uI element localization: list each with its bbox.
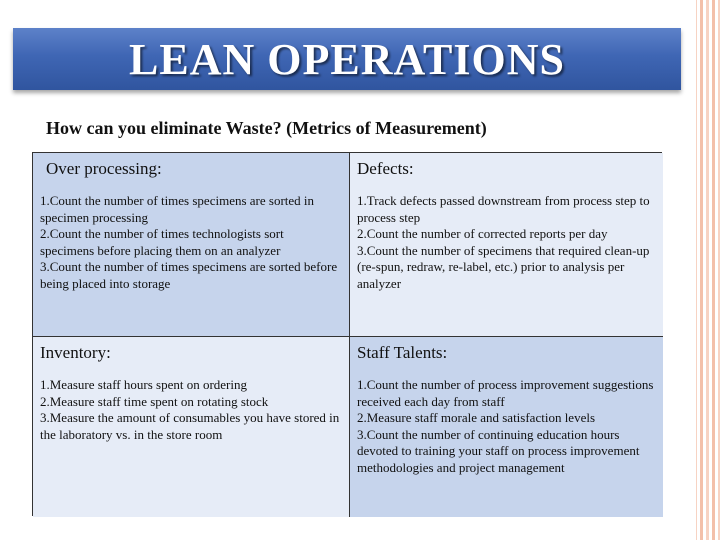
decorative-side-stripes (682, 0, 720, 540)
cell-heading: Staff Talents: (357, 343, 448, 362)
cell-heading: Defects: (357, 159, 414, 178)
metric-list (40, 193, 341, 292)
cell-heading: Inventory: (40, 343, 111, 362)
list-item: 1.Measure staff hours spent on ordering (40, 377, 247, 392)
list-item: 3.Measure the amount of consumables you have stored in the laboratory vs. in the store room (40, 410, 340, 442)
title-banner (13, 28, 681, 90)
list-item: 1.Count the number of process improvement suggestions received each day from staff (357, 377, 654, 409)
list-item: 3.Count the number of times specimens are sorted before being placed into storage (40, 259, 338, 291)
page-title: LEAN OPERATIONS (129, 34, 565, 84)
list-item: 1.Track defects passed downstream from process step to process step (357, 193, 650, 225)
table-cell-over-processing (33, 153, 350, 337)
list-item: 3.Count the number of continuing education hours devoted to training your staff on process improvement methodologies and project management (357, 426, 640, 475)
list-item: 2.Count the number of corrected reports per day (357, 226, 608, 241)
metric-list (357, 193, 655, 292)
metric-list (357, 377, 655, 476)
list-item: 2.Measure staff time spent on rotating stock (40, 393, 269, 409)
page-subtitle: How can you eliminate Waste? (Metrics of Measurement) (46, 118, 487, 138)
metrics-table (32, 152, 662, 516)
cell-heading: Over processing: (46, 159, 162, 178)
list-item: 1.Count the number of times specimens are sorted in specimen processing (40, 193, 315, 225)
list-item: 2.Count the number of times technologists sort specimens before placing them on an analyzer (40, 226, 284, 258)
table-cell-defects (350, 153, 663, 337)
table-cell-staff-talents (350, 337, 663, 517)
table-cell-inventory (33, 337, 350, 517)
metric-list (40, 377, 341, 443)
list-item: 3.Count the number of specimens that required clean-up (re-spun, redraw, re-label, etc.) prior to analysis per analyzer (357, 242, 650, 291)
list-item: 2.Measure staff morale and satisfaction levels (357, 410, 596, 425)
